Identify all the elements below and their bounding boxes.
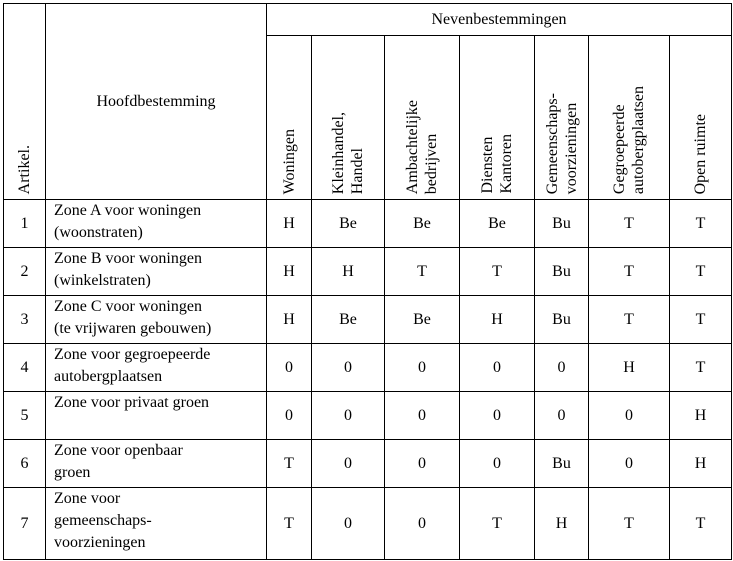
cell-value: 0 xyxy=(385,392,460,440)
cell-value: T xyxy=(589,248,670,296)
cell-value: T xyxy=(589,200,670,248)
zone-name-line: Zone C voor woningen xyxy=(54,298,202,315)
zone-name-line: Zone voor openbaar xyxy=(54,442,183,459)
column-header-line: Diensten xyxy=(479,137,496,194)
cell-value: 0 xyxy=(535,344,589,392)
table-row xyxy=(4,248,732,296)
column-header-label xyxy=(280,122,299,194)
zone-name-line: (woonstraten) xyxy=(54,224,143,241)
cell-value: H xyxy=(267,200,312,248)
zone-name-line: Zone voor privaat groen xyxy=(54,394,210,411)
column-header xyxy=(460,36,535,200)
zone-name-line: gemeenschaps- xyxy=(54,512,152,529)
cell-value: 0 xyxy=(312,344,385,392)
zone-name-line: (te vrijwaren gebouwen) xyxy=(54,320,212,337)
artikel-number: 1 xyxy=(4,200,46,248)
cell-value: Bu xyxy=(535,296,589,344)
column-header-line: Open ruimte xyxy=(692,113,709,194)
table-row xyxy=(4,344,732,392)
table-row xyxy=(4,392,732,440)
cell-value: T xyxy=(670,344,732,392)
cell-value: 0 xyxy=(460,344,535,392)
cell-value: H xyxy=(460,296,535,344)
column-header-line: voorzieningen xyxy=(562,102,580,194)
column-header-line: autobergplaatsen xyxy=(630,85,647,194)
cell-value: Bu xyxy=(535,200,589,248)
artikel-number: 6 xyxy=(4,440,46,488)
column-header xyxy=(535,36,589,200)
cell-value: 0 xyxy=(312,440,385,488)
column-header-line: Kantoren xyxy=(498,134,515,194)
cell-value: T xyxy=(385,248,460,296)
column-header-label xyxy=(329,105,367,194)
table-row xyxy=(4,200,732,248)
cell-value: 0 xyxy=(267,392,312,440)
cell-value: Be xyxy=(385,200,460,248)
artikel-number: 2 xyxy=(4,248,46,296)
zone-name-line: groen xyxy=(54,464,91,481)
cell-value: 0 xyxy=(312,488,385,560)
zone-name xyxy=(46,392,267,440)
cell-value: 0 xyxy=(267,344,312,392)
cell-value: Be xyxy=(385,296,460,344)
cell-value: H xyxy=(267,296,312,344)
bestemmingen-table xyxy=(3,3,732,560)
column-header xyxy=(385,36,460,200)
cell-value: H xyxy=(312,248,385,296)
cell-value: H xyxy=(535,488,589,560)
column-header-line: Handel xyxy=(349,147,366,194)
zone-name-line: (winkelstraten) xyxy=(54,272,151,289)
artikel-header xyxy=(4,4,46,200)
artikel-number: 3 xyxy=(4,296,46,344)
cell-value: H xyxy=(267,248,312,296)
cell-value: 0 xyxy=(385,488,460,560)
zone-name-line: autobergplaatsen xyxy=(54,368,163,385)
zone-name xyxy=(46,344,267,392)
column-header-label xyxy=(543,86,581,194)
cell-value: Be xyxy=(312,200,385,248)
column-header-line: Ambachtelijke xyxy=(404,99,421,194)
cell-value: T xyxy=(589,296,670,344)
nevenbestemmingen-header: Nevenbestemmingen xyxy=(267,4,732,36)
zone-name-line: voorzieningen xyxy=(54,534,146,551)
cell-value: 0 xyxy=(312,392,385,440)
cell-value: T xyxy=(267,488,312,560)
cell-value: Bu xyxy=(535,440,589,488)
cell-value: T xyxy=(670,200,732,248)
column-header-label xyxy=(691,107,710,194)
table-row xyxy=(4,440,732,488)
artikel-number: 7 xyxy=(4,488,46,560)
zone-name-line: Zone B voor woningen xyxy=(54,250,202,267)
cell-value: 0 xyxy=(460,392,535,440)
zone-name-line: Zone voor gegroepeerde xyxy=(54,346,211,363)
zone-name xyxy=(46,440,267,488)
cell-value: 0 xyxy=(589,392,670,440)
cell-value: Be xyxy=(460,200,535,248)
column-header-line: Kleinhandel, xyxy=(330,111,347,194)
artikel-number: 5 xyxy=(4,392,46,440)
column-header xyxy=(312,36,385,200)
cell-value: Be xyxy=(312,296,385,344)
cell-value: Bu xyxy=(535,248,589,296)
table-row xyxy=(4,488,732,560)
cell-value: 0 xyxy=(460,440,535,488)
column-header-label xyxy=(403,93,441,194)
cell-value: H xyxy=(670,392,732,440)
column-header-label xyxy=(478,127,516,194)
cell-value: T xyxy=(670,488,732,560)
cell-value: T xyxy=(460,248,535,296)
hoofdbestemming-header: Hoofdbestemming xyxy=(46,4,267,200)
artikel-number: 4 xyxy=(4,344,46,392)
column-header-line: Gemeenschaps- xyxy=(543,92,561,194)
column-header-line: bedrijven xyxy=(423,133,440,194)
cell-value: 0 xyxy=(589,440,670,488)
cell-value: T xyxy=(589,488,670,560)
cell-value: H xyxy=(670,440,732,488)
cell-value: 0 xyxy=(385,440,460,488)
cell-value: T xyxy=(670,296,732,344)
cell-value: 0 xyxy=(535,392,589,440)
zone-name xyxy=(46,248,267,296)
table-row xyxy=(4,296,732,344)
artikel-header-label: Artikel. xyxy=(16,144,33,194)
column-header xyxy=(670,36,732,200)
column-header xyxy=(589,36,670,200)
column-header-label xyxy=(610,79,648,194)
zone-name xyxy=(46,200,267,248)
column-header-line: Woningen xyxy=(280,128,298,194)
cell-value: T xyxy=(267,440,312,488)
column-header-line: Gegroepeerde xyxy=(611,104,628,194)
cell-value: H xyxy=(589,344,670,392)
cell-value: T xyxy=(670,248,732,296)
cell-value: T xyxy=(460,488,535,560)
cell-value: 0 xyxy=(385,344,460,392)
zone-name xyxy=(46,296,267,344)
zone-name-line: Zone A voor woningen xyxy=(54,202,202,219)
zone-name-line: Zone voor xyxy=(54,490,121,507)
column-header xyxy=(267,36,312,200)
zone-name xyxy=(46,488,267,560)
